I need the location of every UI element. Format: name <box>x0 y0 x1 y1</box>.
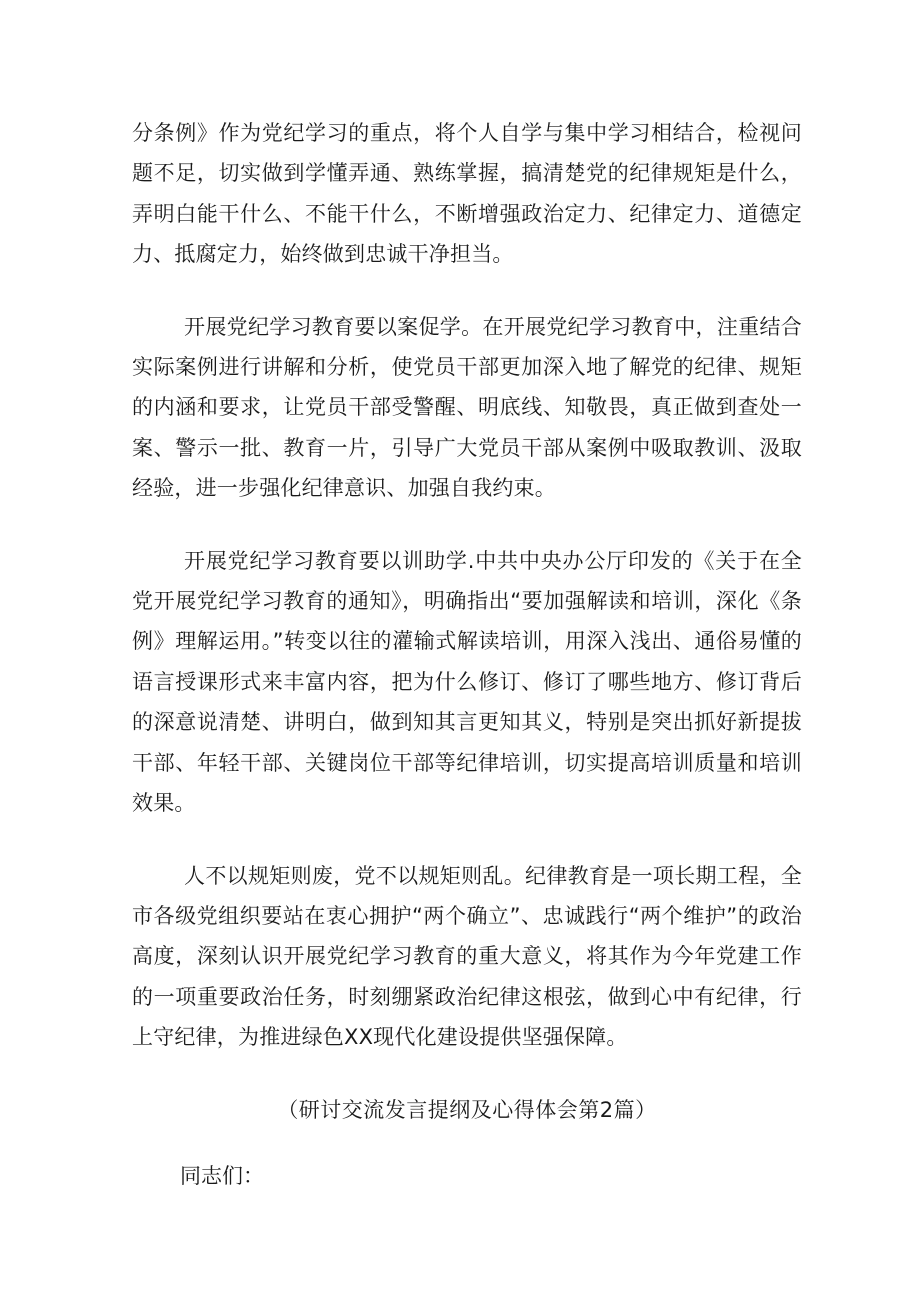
salutation: 同志们： <box>180 1163 264 1188</box>
paragraph-conclusion: 人不以规矩则废，党不以规矩则乱。纪律教育是一项长期工程，全市各级党组织要站在衷心拥护“两个确立”、忠诚践行“两个维护”的政治高度，深刻认识开展党纪学习教育的重大意义，将其作为今年党建工作的一项重要政治任务，时刻绷紧政治纪律这根弦，做到心中有纪律，行上守纪律，为推进绿色XX现代化建设提供坚强保障。 <box>132 863 802 1050</box>
paragraph-continued: 分条例》作为党纪学习的重点，将个人自学与集中学习相结合，检视问题不足，切实做到学懂弄通、熟练掌握，搞清楚党的纪律规矩是什么，弄明白能干什么、不能干什么，不断增强政治定力、纪律定力、道德定力、抵腐定力，始终做到忠诚干净担当。 <box>132 121 802 267</box>
paragraph-case-study: 开展党纪学习教育要以案促学。在开展党纪学习教育中，注重结合实际案例进行讲解和分析，使党员干部更加深入地了解党的纪律、规矩的内涵和要求，让党员干部受警醒、明底线、知敬畏，真正做到查处一案、警示一批、教育一片，引导广大党员干部从案例中吸取教训、汲取经验，进一步强化纪律意识、加强自我约束。 <box>132 314 802 501</box>
section-heading: （研讨交流发言提纲及心得体会第2篇） <box>277 1097 657 1122</box>
document-body <box>132 113 802 1196</box>
paragraph-training: 开展党纪学习教育要以训助学.中共中央办公厅印发的《关于在全党开展党纪学习教育的通知》，明确指出“要加强解读和培训，深化《条例》理解运用。”转变以往的灌输式解读培训，用深入浅出、通俗易懂的语言授课形式来丰富内容，把为什么修订、修订了哪些地方、修订背后的深意说清楚、讲明白，做到知其言更知其义，特别是突出抓好新提拔干部、年轻干部、关键岗位干部等纪律培训，切实提高培训质量和培训效果。 <box>132 548 802 816</box>
